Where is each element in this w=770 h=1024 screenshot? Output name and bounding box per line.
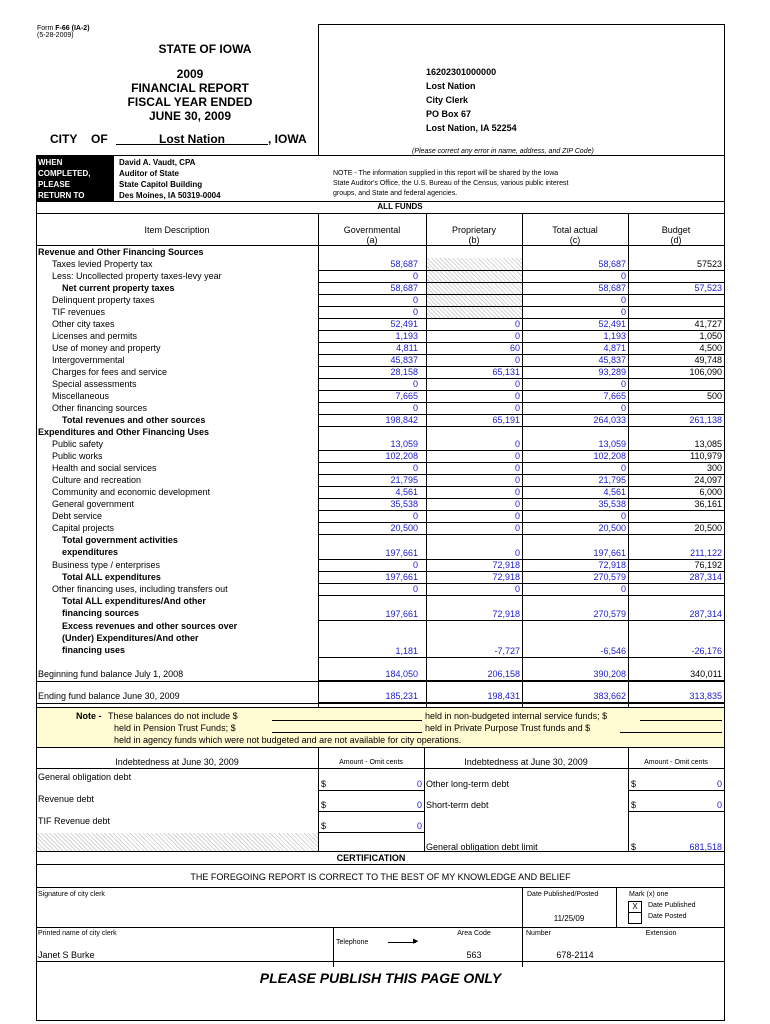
note-top-line [36, 707, 725, 708]
value-governmental: 0 [412, 560, 418, 570]
value-budget: 300 [706, 463, 722, 473]
col-line-d [628, 213, 629, 707]
all-funds-label: ALL FUNDS [377, 202, 423, 211]
value-budget: 4,500 [699, 343, 722, 353]
row-label: Culture and recreation [52, 475, 142, 485]
value-budget: 24,097 [694, 475, 722, 485]
frame-divider [318, 24, 319, 156]
certification-title: CERTIFICATION [336, 853, 406, 863]
value-proprietary: 0 [514, 451, 520, 461]
value-budget: 106,090 [689, 367, 722, 377]
date-published-label: Date Published/Posted [527, 891, 599, 898]
value-proprietary: 0 [514, 463, 520, 473]
row-label: Miscellaneous [52, 391, 110, 401]
value-governmental: 0 [412, 511, 418, 521]
value-total: 4,561 [603, 487, 626, 497]
value-total: 264,033 [593, 415, 626, 425]
col-prop-sub: (b) [468, 235, 480, 245]
report-title-2: FISCAL YEAR ENDED [127, 95, 253, 109]
clerk-name: Janet S Burke [38, 950, 95, 960]
value-governmental: 102,208 [385, 451, 418, 461]
balance-line-2 [36, 703, 725, 704]
report-title-3: JUNE 30, 2009 [148, 109, 232, 123]
note-bottom-line [36, 747, 725, 748]
debt-header-left: Indebtedness at June 30, 2009 [115, 757, 239, 767]
value-budget: 261,138 [689, 415, 722, 425]
prop-shaded-area [427, 258, 522, 318]
iowa-suffix: , IOWA [268, 132, 307, 146]
mark-one-label: Mark (x) one [629, 891, 669, 898]
value-total: 7,665 [603, 391, 626, 401]
debt-header-right: Indebtedness at June 30, 2009 [464, 757, 588, 767]
value-proprietary: 0 [514, 548, 520, 558]
note-blank-3 [272, 732, 422, 733]
value-proprietary: 0 [514, 319, 520, 329]
row-label: Special assessments [52, 379, 137, 389]
value-proprietary: 0 [514, 511, 520, 521]
value-governmental: 20,500 [390, 523, 418, 533]
col-total-sub: (c) [569, 235, 581, 245]
value-total: 45,837 [598, 355, 626, 365]
note-line-3: held in agency funds which were not budgeted and are not available for city operations. [114, 735, 462, 745]
value-total: 52,491 [598, 319, 626, 329]
value-governmental: 4,561 [395, 487, 418, 497]
value-proprietary: 72,918 [492, 560, 520, 570]
row-label: Capital projects [52, 523, 115, 533]
cert-row-line [36, 927, 725, 928]
value-total: 13,059 [598, 439, 626, 449]
report-title-1: FINANCIAL REPORT [131, 81, 249, 95]
value-total: 58,687 [598, 283, 626, 293]
value-governmental: 0 [412, 271, 418, 281]
rev-debt-value: 0 [416, 800, 422, 810]
value-total: 102,208 [593, 451, 626, 461]
st-debt-line [628, 811, 724, 812]
value-budget: 340,011 [690, 669, 722, 679]
row-line [318, 534, 724, 535]
col-gov-header: Governmental [343, 225, 401, 235]
value-total: 4,871 [603, 343, 626, 353]
address-line-1: Lost Nation [426, 81, 476, 91]
form-code: Form F-66 (IA-2) [37, 25, 90, 32]
value-total: 383,662 [593, 691, 626, 701]
value-governmental: 58,687 [390, 259, 418, 269]
row-line [318, 620, 724, 621]
row-label: Community and economic development [52, 487, 211, 497]
return-line-1: David A. Vaudt, CPA [119, 158, 196, 167]
value-budget: 287,314 [689, 609, 722, 619]
cert-bottom-line [36, 961, 725, 962]
col-budget-header: Budget [661, 225, 691, 235]
telephone-label: Telephone [336, 939, 369, 946]
tif-debt-value: 0 [416, 821, 422, 831]
date-published-value: 11/25/09 [553, 914, 585, 923]
col-total-header: Total actual [552, 225, 598, 235]
value-total: 0 [620, 584, 626, 594]
value-total: 0 [620, 271, 626, 281]
value-budget: 313,835 [689, 691, 722, 701]
row-label: Intergovernmental [52, 355, 125, 365]
row-label: Total ALL expenditures [62, 572, 161, 582]
frame-top [318, 24, 724, 25]
olt-debt-label: Other long-term debt [426, 779, 510, 789]
value-budget: 41,727 [694, 319, 722, 329]
signature-label: Signature of city clerk [38, 891, 105, 898]
value-governmental: 28,158 [390, 367, 418, 377]
value-total: -6,546 [600, 646, 626, 656]
value-total: 0 [620, 511, 626, 521]
value-governmental: 0 [412, 463, 418, 473]
value-proprietary: 60 [509, 343, 520, 353]
row-label: Debt service [52, 511, 103, 521]
city-id: 16202301000000 [426, 67, 497, 77]
value-governmental: 58,687 [390, 283, 418, 293]
return-top-line [36, 155, 725, 156]
value-total: 0 [620, 295, 626, 305]
row-label-1: Total government activities [62, 535, 178, 545]
row-label: Beginning fund balance July 1, 2008 [38, 669, 184, 679]
value-budget: 57523 [696, 259, 722, 269]
row-label-2: (Under) Expenditures/And other [62, 633, 199, 643]
value-total: 270,579 [593, 572, 626, 582]
address-line-4: Lost Nation, IA 52254 [426, 123, 517, 133]
value-total: 21,795 [598, 475, 626, 485]
tif-debt-line [318, 832, 424, 833]
address-line-3: PO Box 67 [426, 109, 472, 119]
value-budget: 36,161 [694, 499, 722, 509]
value-budget: 6,000 [699, 487, 722, 497]
value-total: 390,208 [593, 669, 626, 679]
go-debt-line [318, 790, 424, 791]
value-proprietary: 198,431 [487, 691, 520, 701]
st-debt-value: 0 [716, 800, 722, 810]
value-governmental: 0 [412, 379, 418, 389]
row-label: Total revenues and other sources [62, 415, 206, 425]
row-label: Other financing uses, including transfers out [52, 584, 228, 594]
value-proprietary: 0 [514, 403, 520, 413]
number-value: 678-2114 [556, 950, 594, 960]
share-note-1: NOTE - The information supplied in this report will be shared by the Iowa [333, 170, 559, 177]
value-total: 0 [620, 463, 626, 473]
rev-debt-line [318, 811, 424, 812]
row-line [318, 657, 724, 658]
debt-header-line [36, 768, 725, 769]
area-code-value: 563 [466, 950, 482, 960]
row-label: Other city taxes [52, 319, 115, 329]
value-total: 0 [620, 307, 626, 317]
note-line-2: held in Pension Trust Funds; $ [114, 723, 236, 733]
debt-bottom-line [36, 851, 725, 852]
return-line-3: State Capitol Building [119, 180, 203, 189]
value-budget: 49,748 [694, 355, 722, 365]
value-governmental: 184,050 [385, 669, 418, 679]
value-governmental: 0 [412, 295, 418, 305]
telephone-arrow-icon [388, 942, 416, 943]
go-limit-value: 681,518 [689, 842, 722, 852]
value-budget: 211,122 [690, 548, 722, 558]
value-governmental: 13,059 [390, 439, 418, 449]
note-blank-2 [640, 720, 722, 721]
value-governmental: 0 [412, 584, 418, 594]
row-label-1: Total ALL expenditures/And other [62, 596, 206, 606]
form-date: (5-28-2009) [37, 32, 74, 39]
value-proprietary: 0 [514, 355, 520, 365]
arrow-head-icon: ▶ [413, 938, 419, 945]
row-label: Taxes levied Property tax [52, 259, 153, 269]
value-proprietary: 72,918 [492, 572, 520, 582]
debt-col-3 [628, 747, 629, 851]
col-gov-sub: (a) [366, 235, 378, 245]
value-proprietary: 0 [514, 499, 520, 509]
return-line-2: Auditor of State [119, 169, 179, 178]
value-proprietary: 72,918 [492, 609, 520, 619]
value-proprietary: 0 [514, 487, 520, 497]
note-blank-1 [272, 720, 422, 721]
value-total: 1,193 [603, 331, 626, 341]
row-label: Public safety [52, 439, 104, 449]
value-total: 93,289 [598, 367, 626, 377]
of-label: OF [91, 132, 108, 146]
go-debt-label: General obligation debt [38, 772, 132, 782]
city-name: Lost Nation [159, 132, 225, 146]
value-proprietary: 0 [514, 523, 520, 533]
published-checkbox[interactable]: X [628, 901, 642, 913]
value-budget: 110,979 [690, 451, 722, 461]
row-label: Use of money and property [52, 343, 161, 353]
frame-bottom [36, 1020, 725, 1021]
balance-line-1 [36, 681, 725, 682]
section-heading: Expenditures and Other Financing Uses [38, 427, 210, 437]
value-governmental: 1,181 [395, 646, 418, 656]
row-label: Less: Uncollected property taxes-levy year [52, 271, 222, 281]
return-label-box: WHEN COMPLETED, PLEASE RETURN TO [36, 156, 114, 202]
go-limit-dollar: $ [631, 842, 637, 852]
state-title: STATE OF IOWA [158, 42, 252, 56]
report-year: 2009 [176, 67, 204, 81]
certification-statement: THE FOREGOING REPORT IS CORRECT TO THE BEST OF MY KNOWLEDGE AND BELIEF [190, 872, 571, 882]
row-label: Charges for fees and service [52, 367, 168, 377]
row-label: TIF revenues [52, 307, 106, 317]
value-proprietary: 65,191 [492, 415, 520, 425]
olt-debt-dollar: $ [631, 779, 637, 789]
value-total: 72,918 [598, 560, 626, 570]
value-total: 20,500 [598, 523, 626, 533]
cert-statement-line [36, 887, 725, 888]
col-line-c [522, 213, 523, 707]
row-label: Health and social services [52, 463, 157, 473]
value-governmental: 197,661 [385, 572, 418, 582]
cert-title-line [36, 864, 725, 865]
value-governmental: 0 [412, 307, 418, 317]
value-total: 270,579 [593, 609, 626, 619]
note-line-1: These balances do not include $ [108, 711, 238, 721]
row-line [318, 426, 724, 427]
value-proprietary: 65,131 [492, 367, 520, 377]
value-proprietary: 0 [514, 391, 520, 401]
row-label-3: financing uses [62, 645, 126, 655]
value-governmental: 35,538 [390, 499, 418, 509]
olt-debt-value: 0 [716, 779, 722, 789]
city-underline [116, 144, 268, 145]
go-limit-label: General obligation debt limit [426, 842, 538, 852]
section-heading: Revenue and Other Financing Sources [38, 247, 204, 257]
value-proprietary: 206,158 [487, 669, 520, 679]
value-governmental: 198,842 [385, 415, 418, 425]
value-governmental: 1,193 [395, 331, 418, 341]
value-governmental: 185,231 [385, 691, 418, 701]
value-proprietary: -7,727 [494, 646, 520, 656]
share-note-2: State Auditor's Office, the U.S. Bureau of the Census, various public interest [333, 180, 569, 187]
value-total: 0 [620, 403, 626, 413]
row-label-1: Excess revenues and other sources over [62, 621, 238, 631]
value-proprietary: 0 [514, 331, 520, 341]
publish-footer: PLEASE PUBLISH THIS PAGE ONLY [259, 970, 502, 986]
value-governmental: 7,665 [395, 391, 418, 401]
value-budget: 500 [706, 391, 722, 401]
go-debt-dollar: $ [321, 779, 327, 789]
value-budget: 1,050 [699, 331, 722, 341]
row-label: Licenses and permits [52, 331, 138, 341]
row-label: Other financing sources [52, 403, 148, 413]
correction-note: (Please correct any error in name, address, and ZIP Code) [412, 148, 594, 155]
rev-debt-dollar: $ [321, 800, 327, 810]
extension-label: Extension [645, 930, 677, 937]
note-label: Note - [76, 711, 102, 721]
return-line-4: Des Moines, IA 50319-0004 [119, 191, 221, 200]
area-code-label: Area Code [457, 930, 491, 937]
note-line-1-right: held in non-budgeted internal service funds; $ [425, 711, 608, 721]
row-label-2: financing sources [62, 608, 140, 618]
printed-name-label: Printed name of city clerk [38, 930, 117, 937]
value-governmental: 52,491 [390, 319, 418, 329]
go-debt-value: 0 [416, 779, 422, 789]
value-governmental: 197,661 [385, 609, 418, 619]
posted-label: Date Posted [648, 913, 687, 920]
value-governmental: 21,795 [390, 475, 418, 485]
value-total: 35,538 [598, 499, 626, 509]
col-budget-sub: (d) [670, 235, 682, 245]
row-label: General government [52, 499, 135, 509]
row-label: Public works [52, 451, 103, 461]
debt-shaded-area [37, 833, 318, 851]
debt-amount-label-right: Amount - Omit cents [644, 759, 708, 766]
value-total: 197,661 [593, 548, 626, 558]
posted-checkbox[interactable] [628, 912, 642, 924]
value-governmental: 197,661 [385, 548, 418, 558]
tif-debt-dollar: $ [321, 821, 327, 831]
value-budget: 20,500 [694, 523, 722, 533]
value-proprietary: 0 [514, 379, 520, 389]
address-line-2: City Clerk [426, 95, 469, 105]
debt-col-1 [318, 747, 319, 851]
value-proprietary: 0 [514, 475, 520, 485]
value-total: 0 [620, 379, 626, 389]
col-prop-header: Proprietary [451, 225, 496, 235]
row-label: Net current property taxes [62, 283, 175, 293]
number-label: Number [526, 930, 551, 937]
note-blank-4 [620, 732, 722, 733]
share-note-3: groups, and State and federal agencies. [333, 190, 458, 197]
frame-left [36, 155, 37, 1020]
tif-debt-label: TIF Revenue debt [38, 816, 111, 826]
st-debt-label: Short-term debt [426, 800, 489, 810]
value-budget: 57,523 [694, 283, 722, 293]
olt-debt-line [628, 790, 724, 791]
value-governmental: 0 [412, 403, 418, 413]
value-budget: -26,176 [691, 646, 722, 656]
value-budget: 76,192 [694, 560, 722, 570]
city-label: CITY [50, 132, 78, 146]
value-governmental: 4,811 [396, 343, 418, 353]
note-line-2-right: held in Private Purpose Trust funds and $ [425, 723, 591, 733]
row-label-2: expenditures [62, 547, 119, 557]
all-funds-bottom-line [36, 213, 725, 214]
row-label: Ending fund balance June 30, 2009 [38, 691, 180, 701]
st-debt-dollar: $ [631, 800, 637, 810]
rev-debt-label: Revenue debt [38, 794, 95, 804]
row-label: Delinquent property taxes [52, 295, 155, 305]
row-label: Business type / enterprises [52, 560, 161, 570]
debt-amount-label-left: Amount - Omit cents [339, 759, 403, 766]
value-proprietary: 0 [514, 584, 520, 594]
published-label: Date Published [648, 902, 696, 909]
debt-col-2 [424, 747, 425, 851]
value-total: 58,687 [598, 259, 626, 269]
value-proprietary: 0 [514, 439, 520, 449]
value-budget: 287,314 [689, 572, 722, 582]
frame-right [724, 24, 725, 1020]
value-governmental: 45,837 [390, 355, 418, 365]
col-item-header: Item Description [144, 225, 210, 235]
cert-col-2 [616, 887, 617, 927]
row-line [318, 595, 724, 596]
value-budget: 13,085 [694, 439, 722, 449]
